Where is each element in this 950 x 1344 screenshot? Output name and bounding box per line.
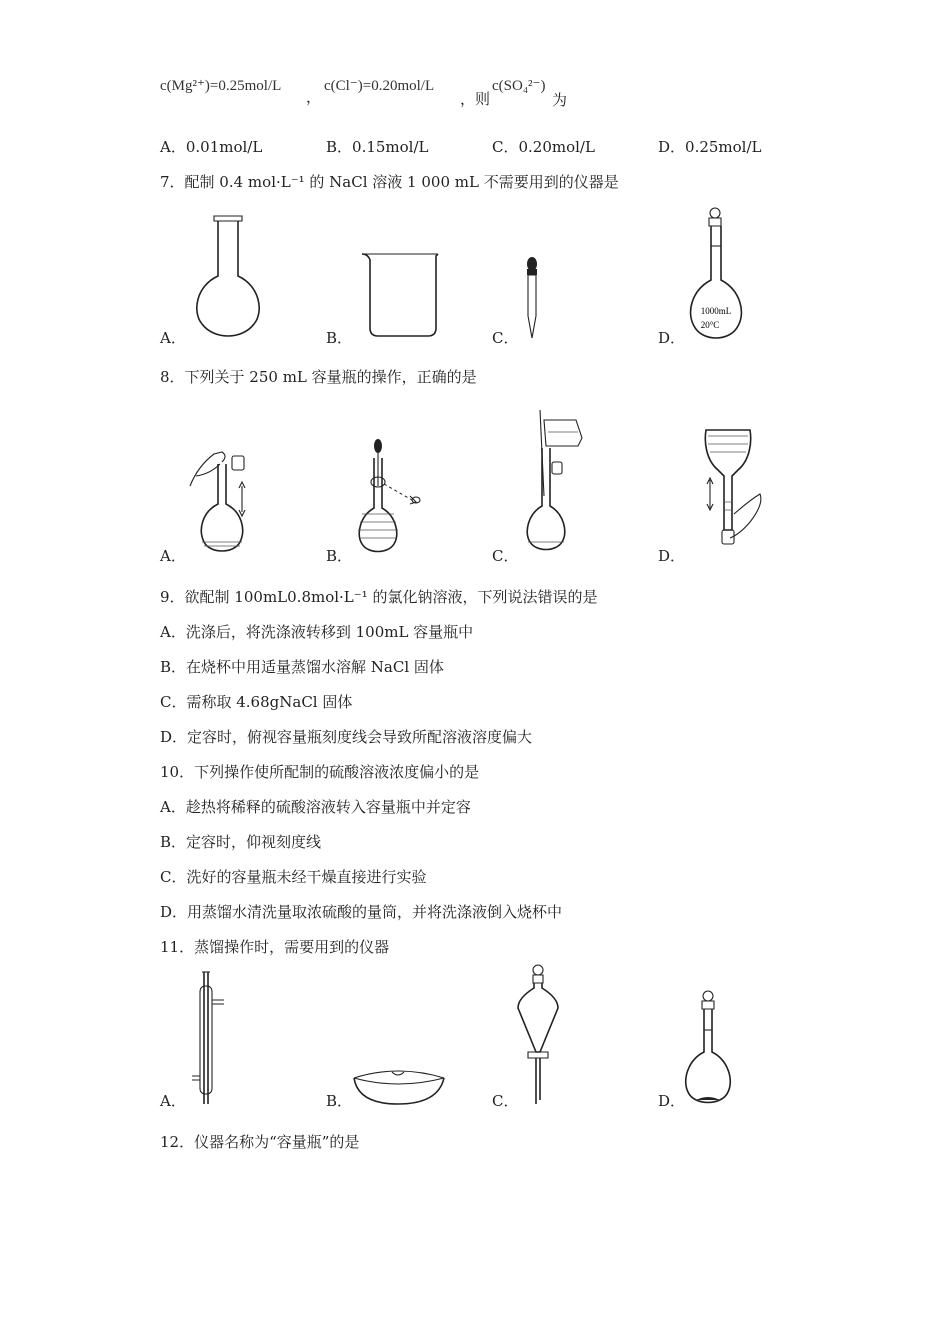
flask-temperature-label: 20°C <box>700 320 720 330</box>
pouring-transfer-operation-image <box>520 408 592 556</box>
q6-formula-so4: c(SO₄²⁻) <box>492 78 546 94</box>
q7-label-d: D． <box>658 329 686 347</box>
q10-option-b: B．定容时，仰视刻度线 <box>160 833 322 851</box>
dropper-reading-operation-image <box>354 438 430 556</box>
beaker-image <box>358 250 442 340</box>
q8-label-b: B． <box>326 547 353 565</box>
q7-label-c: C． <box>492 329 519 347</box>
volumetric-flask-1000ml-image <box>684 206 750 346</box>
separatory-funnel-image <box>514 964 564 1108</box>
q6-option-c: C．0.20mol/L <box>492 138 595 156</box>
q10-stem: 10．下列操作使所配制的硫酸溶液浓度偏小的是 <box>160 763 480 781</box>
q8-label-c: C． <box>492 547 519 565</box>
q6-option-d: D．0.25mol/L <box>658 138 762 156</box>
q10-option-a: A．趁热将稀释的硫酸溶液转入容量瓶中并定容 <box>160 798 471 816</box>
q8-label-a: A． <box>160 547 186 565</box>
q11-label-b: B． <box>326 1092 353 1110</box>
shaking-flask-operation-image <box>188 446 258 556</box>
q6-separator-1: ， <box>306 88 322 106</box>
condenser-image <box>196 970 232 1106</box>
q8-label-d: D． <box>658 547 686 565</box>
q7-stem: 7．配制 0.4 mol·L⁻¹ 的 NaCl 溶液 1 000 mL 不需要用到的仪器是 <box>160 173 619 191</box>
q7-label-b: B． <box>326 329 353 347</box>
inverting-flask-operation-image <box>700 422 770 552</box>
q9-option-d: D．定容时，俯视容量瓶刻度线会导致所配溶液溶度偏大 <box>160 728 533 746</box>
q11-label-c: C． <box>492 1092 519 1110</box>
q10-option-d: D．用蒸馏水清洗量取浓硫酸的量筒，并将洗涤液倒入烧杯中 <box>160 903 563 921</box>
q9-option-a: A．洗涤后，将洗涤液转移到 100mL 容量瓶中 <box>160 623 474 641</box>
round-bottom-flask-image <box>188 216 268 338</box>
dropper-image <box>520 256 544 342</box>
q6-formula-mg: c(Mg²⁺)=0.25mol/L <box>160 78 282 94</box>
q7-label-a: A． <box>160 329 186 347</box>
q9-stem: 9．欲配制 100mL0.8mol·L⁻¹ 的氯化钠溶液，下列说法错误的是 <box>160 588 598 606</box>
q11-label-a: A． <box>160 1092 186 1110</box>
evaporating-dish-image <box>352 1068 446 1108</box>
q6-option-a: A．0.01mol/L <box>160 138 263 156</box>
q9-option-c: C．需称取 4.68gNaCl 固体 <box>160 693 353 711</box>
q6-option-b: B．0.15mol/L <box>326 138 429 156</box>
q6-separator-2: ，则 <box>460 90 491 108</box>
q8-stem: 8．下列关于 250 mL 容量瓶的操作，正确的是 <box>160 368 477 386</box>
q12-stem: 12．仪器名称为“容量瓶”的是 <box>160 1133 360 1151</box>
q11-stem: 11．蒸馏操作时，需要用到的仪器 <box>160 938 390 956</box>
q9-option-b: B．在烧杯中用适量蒸馏水溶解 NaCl 固体 <box>160 658 444 676</box>
flask-volume-label: 1000mL <box>700 306 732 316</box>
q11-label-d: D． <box>658 1092 686 1110</box>
q6-tail: 为 <box>552 91 568 109</box>
volumetric-flask-image <box>684 990 734 1108</box>
q10-option-c: C．洗好的容量瓶未经干燥直接进行实验 <box>160 868 427 886</box>
q6-formula-cl: c(Cl⁻)=0.20mol/L <box>324 78 435 94</box>
